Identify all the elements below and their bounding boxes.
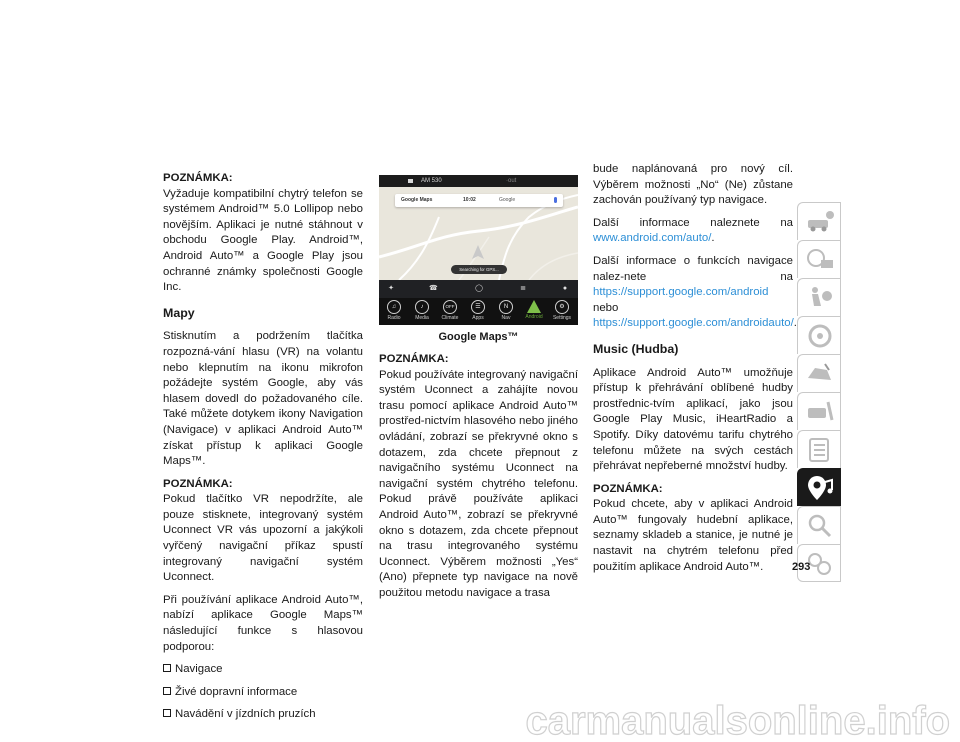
tab-service[interactable] bbox=[797, 392, 841, 430]
note-text: Vyžaduje kompatibilní chytrý telefon se systémem Android™ 5.0 Lollipop nebo novějším. Aplikaci je nutné stáhnout v obchodu Google Play. Android™, Android Auto™ a Google Play jsou ochranné známky společnosti Google Inc. bbox=[163, 187, 363, 294]
chapter-tabs bbox=[797, 202, 843, 582]
watermark-text: carmanualsonline.info bbox=[525, 699, 950, 742]
music-paragraph: Aplikace Android Auto™ umožňuje přístup k přehrávání oblíbené hudby prostřednic-tvím aplikací, jako jsou Google Play Music, iHeartRadio a Spotify. Díky datovému tarifu chytrého telefonu můžete na svých cestách přehrávat nepřeberné množství hudby. bbox=[593, 366, 793, 473]
dock-climate-button[interactable]: OFF Climate bbox=[437, 300, 463, 324]
headphones-icon[interactable]: ≣ bbox=[520, 285, 526, 292]
radio-icon: ♫ bbox=[387, 300, 401, 314]
compass-icon: N bbox=[499, 300, 513, 314]
checklist-icon bbox=[805, 436, 835, 464]
note-text: Pokud tlačítko VR nepodržíte, ale pouze stisknete, integrovaný systém Uconnect VR vás upozorní a jakýkoli vyřčený navigační příkaz spustí integrovaný navigační systém Uconnect. bbox=[163, 493, 363, 584]
media-icon: ♪ bbox=[415, 300, 429, 314]
car-crash-icon bbox=[805, 360, 835, 388]
search-google-label: Google bbox=[499, 197, 516, 203]
paragraph: bude naplánovaná pro nový cíl. Výběrem možnosti „No“ (Ne) zůstane zachován používaný typ navigace. bbox=[593, 163, 793, 207]
checkbox-bullet-icon bbox=[163, 687, 171, 695]
search-app-title: Google Maps bbox=[401, 197, 433, 203]
watermark bbox=[510, 690, 960, 742]
multimedia-navigation-icon bbox=[805, 474, 835, 502]
radio-station: AM 530 bbox=[421, 178, 442, 184]
tab-index[interactable] bbox=[797, 506, 841, 544]
list-item: Živé dopravní informace bbox=[163, 685, 363, 701]
dock-apps-button[interactable]: ☰ Apps bbox=[465, 300, 491, 324]
list-item: Navigace bbox=[163, 662, 363, 678]
column-right bbox=[593, 162, 797, 582]
status-right: ·out bbox=[506, 178, 517, 184]
features-paragraph: Při používání aplikace Android Auto™, nabízí aplikace Google Maps™ následující funkce s hlasovou podporou: bbox=[163, 593, 363, 653]
support-android-link[interactable]: https://support.google.com/android bbox=[593, 286, 769, 299]
gps-status-toast: Searching for GPS... bbox=[451, 265, 507, 274]
paragraph: Další informace o funkcích navigace nalez-nete na https://support.google.com/android nebo https://support.google.com/androidauto/. bbox=[593, 254, 797, 330]
note-heading: POZNÁMKA: bbox=[163, 477, 233, 490]
search-icon bbox=[805, 512, 835, 540]
dock-media-button[interactable]: ♪ Media bbox=[409, 300, 435, 324]
tab-multimedia[interactable] bbox=[797, 468, 841, 506]
phone-icon[interactable]: ☎ bbox=[429, 285, 438, 292]
page-number: 293 bbox=[792, 561, 811, 573]
dock-android-auto-button[interactable]: Android bbox=[521, 300, 547, 324]
settings-icon: ⚙ bbox=[555, 300, 569, 314]
column-left bbox=[163, 171, 363, 730]
section-heading-music: Music (Hudba) bbox=[593, 341, 679, 356]
tab-car-info[interactable] bbox=[797, 202, 841, 240]
uconnect-dock bbox=[379, 298, 578, 325]
car-info-icon bbox=[805, 208, 835, 236]
notifications-icon[interactable]: ● bbox=[562, 285, 568, 292]
dock-radio-button[interactable]: ♫ Radio bbox=[381, 300, 407, 324]
column-middle bbox=[379, 352, 578, 609]
android-auto-link[interactable]: www.android.com/auto/ bbox=[593, 232, 712, 245]
directions-icon[interactable]: ✦ bbox=[388, 285, 394, 292]
tab-emergency[interactable] bbox=[797, 354, 841, 392]
tab-specs[interactable] bbox=[797, 430, 841, 468]
clock: 10:02 bbox=[463, 197, 476, 203]
note-heading: POZNÁMKA: bbox=[379, 353, 449, 365]
note-heading: POZNÁMKA: bbox=[163, 172, 233, 184]
android-auto-icon bbox=[527, 300, 541, 313]
support-androidauto-link[interactable]: https://support.google.com/androidauto/ bbox=[593, 317, 794, 330]
android-nav-row bbox=[379, 280, 578, 298]
checkbox-bullet-icon bbox=[163, 709, 171, 717]
map-view bbox=[379, 187, 578, 280]
tab-airbag[interactable] bbox=[797, 278, 841, 316]
android-auto-screenshot bbox=[379, 175, 578, 325]
tab-steering[interactable] bbox=[797, 316, 841, 354]
steering-wheel-icon bbox=[805, 322, 835, 350]
dashboard-mail-icon bbox=[805, 246, 835, 274]
figure-caption: Google Maps™ bbox=[438, 331, 519, 343]
section-heading-maps: Mapy bbox=[163, 305, 195, 320]
apps-icon: ☰ bbox=[471, 300, 485, 314]
note-text: Pokud používáte integrovaný navigační systém Uconnect a zahájíte novou trasu pomocí aplikace Android Auto™ prostřed-nictvím hlasového nebo jiného ovládání, zobrazí se překryvné okno s dotazem, zda chcete přepnout z navigačního systému Uconnect na navigační systém chytrého telefonu. Pokud právě používáte aplikaci Android Auto™, zobrazí se překryvné okno s dotazem, zda chcete přepnout na trasu integrovaného systému Uconnect. Výběrem možnosti „Yes“ (Ano) přepnete typ navigace na nově použitou metodu navigace a trasa bbox=[379, 368, 578, 599]
car-service-icon bbox=[805, 398, 835, 426]
radio-icon bbox=[408, 179, 413, 183]
map-search-bar[interactable] bbox=[395, 194, 563, 207]
dock-settings-button[interactable]: ⚙ Settings bbox=[549, 300, 575, 324]
status-bar bbox=[379, 175, 578, 187]
maps-paragraph: Stisknutím a podržením tlačítka rozpozná-vání hlasu (VR) na volantu nebo klepnutím na ikonu mikrofon požádejte systém Google, aby vás hlasem dovedl do požadovaného cíle. Také můžete dotykem ikony Navigation (Navigace) v aplikaci Android Auto™ získat přístup k aplikaci Google Maps™. bbox=[163, 330, 363, 468]
microphone-icon[interactable] bbox=[554, 197, 557, 203]
home-icon[interactable]: ◯ bbox=[475, 285, 483, 292]
climate-icon: OFF bbox=[443, 300, 457, 314]
paragraph: Další informace naleznete na www.android.com/auto/. bbox=[593, 216, 793, 245]
list-item: Navádění v jízdních pruzích bbox=[163, 707, 363, 723]
note-text: Pokud chcete, aby v aplikaci Android Auto™ fungovaly hudební aplikace, seznamy skladeb a stanice, je nutné je nastavit na chytrém telefonu před použitím aplikace Android Auto™. bbox=[593, 498, 793, 573]
checkbox-bullet-icon bbox=[163, 664, 171, 672]
note-heading: POZNÁMKA: bbox=[593, 482, 663, 495]
tab-dashboard[interactable] bbox=[797, 240, 841, 278]
dock-nav-button[interactable]: N Nav bbox=[493, 300, 519, 324]
airbag-icon bbox=[805, 284, 835, 312]
